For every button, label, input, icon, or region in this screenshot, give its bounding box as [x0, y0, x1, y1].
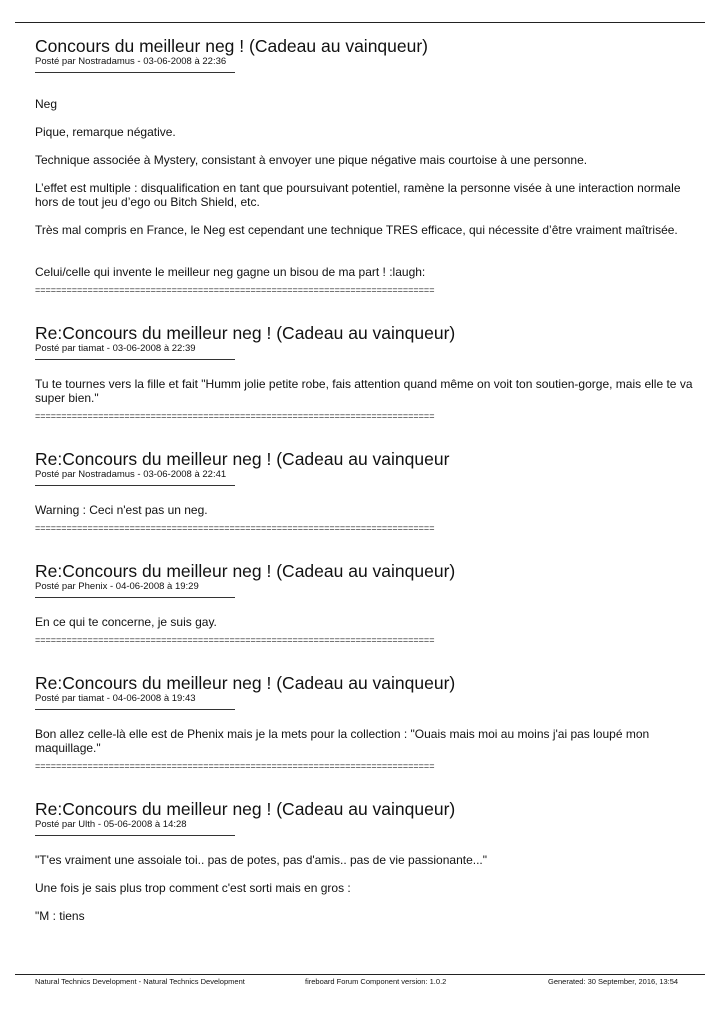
- post-meta: Posté par Ulth - 05-06-2008 à 14:28: [35, 819, 187, 830]
- post-body: [35, 377, 695, 405]
- title-underline: [35, 835, 235, 836]
- title-underline: [35, 485, 235, 486]
- post-title: Re:Concours du meilleur neg ! (Cadeau au vainqueur): [35, 561, 456, 581]
- post-meta: Posté par Nostradamus - 03-06-2008 à 22:41: [35, 469, 227, 480]
- post: [35, 673, 695, 771]
- footer-site-name: Natural Technics Development - Natural Technics Development: [35, 977, 245, 986]
- title-underline: [35, 709, 235, 710]
- post: [35, 799, 695, 923]
- post-meta: Posté par tiamat - 04-06-2008 à 19:43: [35, 693, 196, 704]
- post: [35, 36, 695, 295]
- post-paragraph: Une fois je sais plus trop comment c'est sorti mais en gros :: [35, 881, 351, 895]
- post-body: [35, 727, 695, 755]
- post: [35, 561, 695, 645]
- post-paragraph: "T'es vraiment une assoiale toi.. pas de potes, pas d'amis.. pas de vie passionante...": [35, 853, 488, 867]
- post-divider: ============================================================================: [35, 285, 435, 295]
- post: [35, 323, 695, 421]
- post-body: [35, 853, 695, 923]
- post-list: [35, 36, 695, 937]
- post-divider: ============================================================================: [35, 761, 435, 771]
- post-divider: ============================================================================: [35, 635, 435, 645]
- title-underline: [35, 72, 235, 73]
- post-meta: Posté par Nostradamus - 03-06-2008 à 22:36: [35, 56, 227, 67]
- post-body: [35, 503, 695, 517]
- post-meta: Posté par Phenix - 04-06-2008 à 19:29: [35, 581, 199, 592]
- title-underline: [35, 359, 235, 360]
- post-divider: ============================================================================: [35, 411, 435, 421]
- top-rule: [15, 22, 705, 23]
- footer-generated-date: Generated: 30 September, 2016, 13:54: [548, 977, 679, 986]
- post-body: [35, 615, 695, 629]
- title-underline: [35, 597, 235, 598]
- post-paragraph: Bon allez celle-là elle est de Phenix mais je la mets pour la collection : "Ouais mais moi au moins j'ai pas loupé mon maquillage.": [35, 727, 650, 755]
- post-paragraph: L’effet est multiple : disqualification en tant que poursuivant potentiel, ramène la personne visée à une interaction normale hors de tout jeu d’ego ou Bitch Shield, etc.: [35, 181, 681, 209]
- post-title: Re:Concours du meilleur neg ! (Cadeau au vainqueur): [35, 323, 456, 343]
- post-paragraph: Neg: [35, 97, 58, 111]
- post-paragraph: En ce qui te concerne, je suis gay.: [35, 615, 217, 629]
- post-paragraph: Tu te tournes vers la fille et fait "Humm jolie petite robe, fais attention quand même on voit ton soutien-gorge, mais elle te va super bien.": [35, 377, 693, 405]
- post-divider: ============================================================================: [35, 523, 435, 533]
- post-title: Concours du meilleur neg ! (Cadeau au vainqueur): [35, 36, 429, 56]
- post-title: Re:Concours du meilleur neg ! (Cadeau au vainqueur): [35, 673, 456, 693]
- post-body: [35, 97, 695, 279]
- post-meta: Posté par tiamat - 03-06-2008 à 22:39: [35, 343, 196, 354]
- footer-rule: [15, 974, 705, 975]
- post-paragraph: Pique, remarque négative.: [35, 125, 176, 139]
- post-paragraph: Technique associée à Mystery, consistant à envoyer une pique négative mais courtoise à une personne.: [35, 153, 588, 167]
- post-paragraph: "M : tiens: [35, 909, 85, 923]
- post-paragraph: Très mal compris en France, le Neg est cependant une technique TRES efficace, qui nécessite d’être vraiment maîtrisée.: [35, 223, 678, 237]
- post-paragraph: Warning : Ceci n'est pas un neg.: [35, 503, 208, 517]
- post-title: Re:Concours du meilleur neg ! (Cadeau au vainqueur: [35, 449, 450, 469]
- footer-component-version: fireboard Forum Component version: 1.0.2: [305, 977, 447, 986]
- post: [35, 449, 695, 533]
- post-title: Re:Concours du meilleur neg ! (Cadeau au vainqueur): [35, 799, 456, 819]
- post-paragraph: Celui/celle qui invente le meilleur neg gagne un bisou de ma part ! :laugh:: [35, 265, 426, 279]
